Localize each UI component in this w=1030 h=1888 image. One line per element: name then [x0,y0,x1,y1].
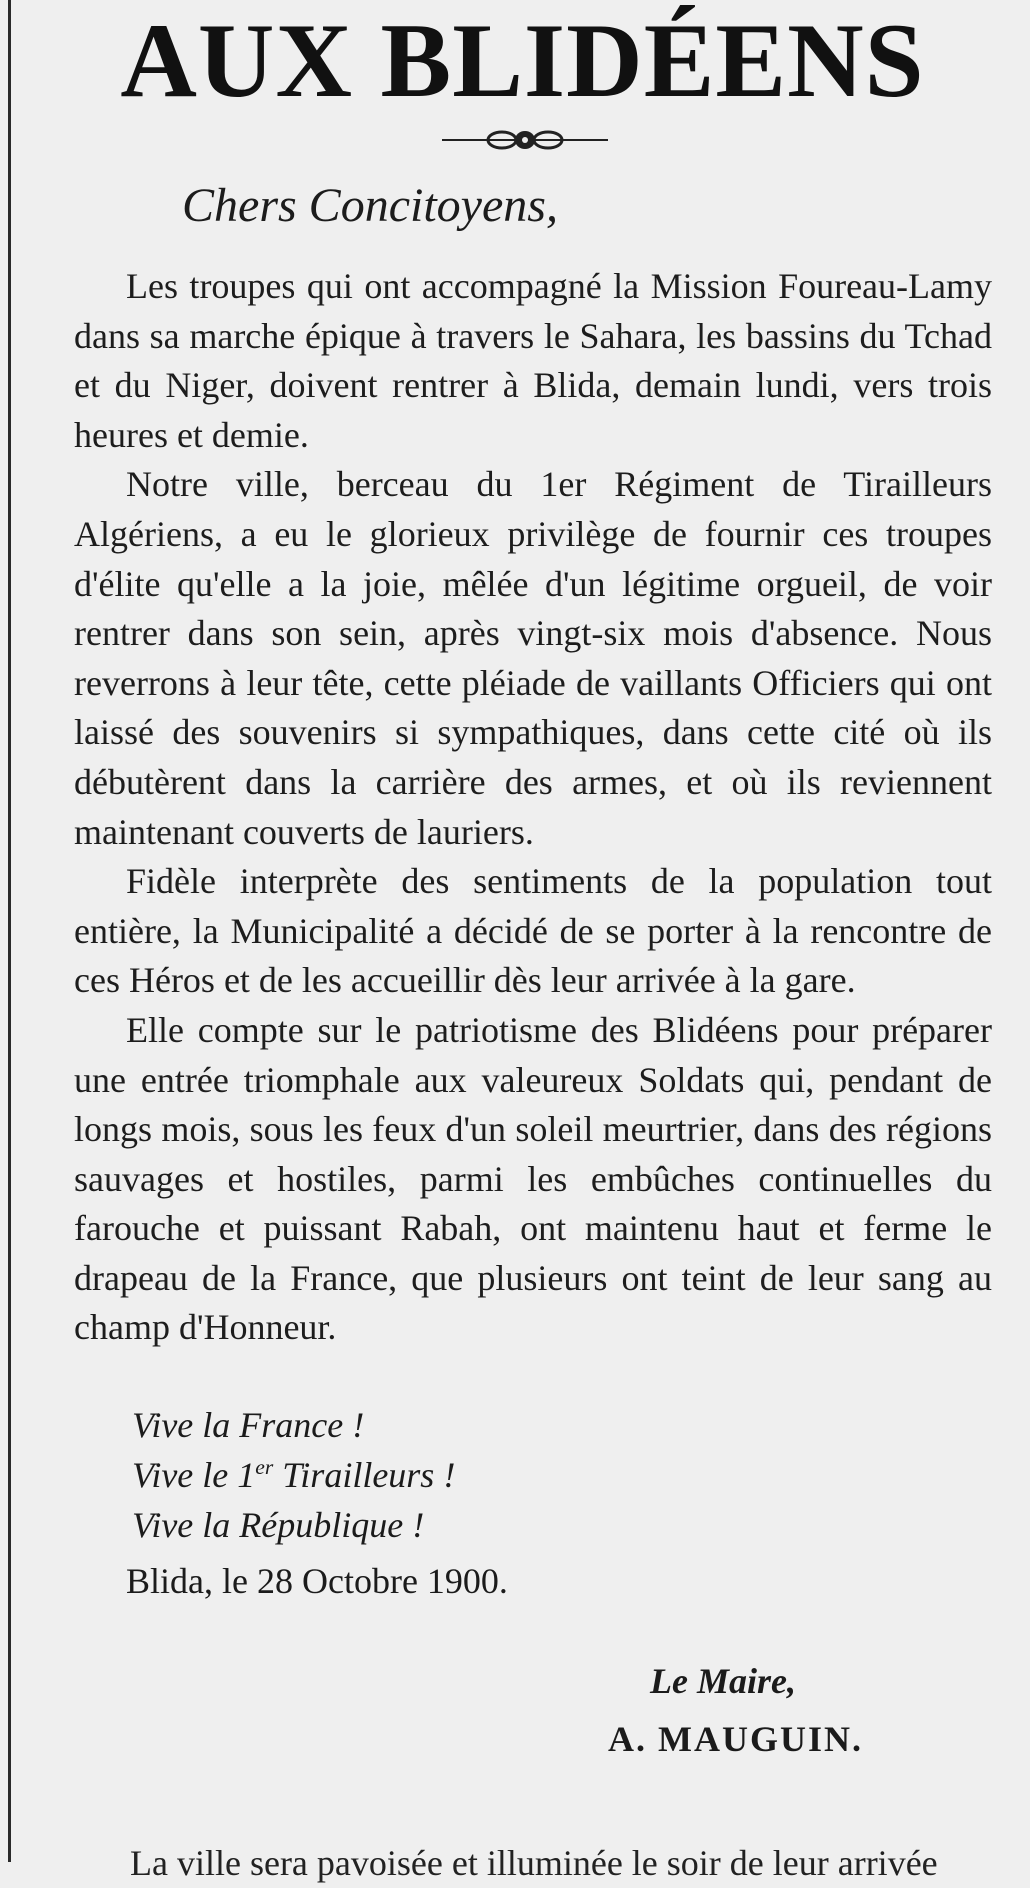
cheer-france: Vive la France ! [132,1405,365,1445]
cheer-tirailleurs [132,1450,455,1500]
signature: A. MAUGUIN. [608,1719,863,1759]
newspaper-column [60,0,992,1883]
paragraph-3: Fidèle interprète des sentiments de la population tout entière, la Municipalité a décidé de se porter à la rencontre de ces Héros et de les accueillir dès leur arrivée à la gare. [74,861,992,1001]
paragraph-1: Les troupes qui ont accompagné la Mission Foureau-Lamy dans sa marche épique à travers le Sahara, les bassins du Tchad et du Niger, doivent rentrer à Blida, demain lundi, vers trois heures et demie. [74,266,992,455]
ornament-divider-icon [440,124,610,156]
headline: AUX BLIDÉENS [120,2,925,119]
next-column-fragment: La ville sera pavoisée et illuminée le soir de leur arrivée [130,1843,938,1883]
cheer-tirailleurs-prefix: Vive le 1 [132,1455,256,1495]
paragraph-2: Notre ville, berceau du 1er Régiment de Tirailleurs Algériens, a eu le glorieux privilège de fournir ces troupes d'élite qu'elle a la joie, mêlée d'un légitime orgueil, de voir rentrer dans son sein, après vingt-six mois d'absence. Nous reverrons à leur tête, cette pléiade de vaillants Officiers qui ont laissé des souvenirs si sympathiques, dans cette cité où ils débutèrent dans la carrière des armes, et où ils reviennent maintenant couverts de lauriers. [74,464,992,852]
article-body [74,262,992,1353]
cheer-tirailleurs-suffix: Tirailleurs ! [273,1455,456,1495]
salutation: Chers Concitoyens, [182,179,558,232]
column-rule [8,0,11,1862]
ordinal-sup: er [255,1455,274,1479]
cheers-block [132,1400,455,1550]
paragraph-4: Elle compte sur le patriotisme des Blidéens pour préparer une entrée triomphale aux valeureux Soldats qui, pendant de longs mois, sous les feux d'un soleil meurtrier, dans des régions sauvages et hostiles, parmi les embûches continuelles du farouche et puissant Rabah, ont maintenu haut et ferme le drapeau de la France, que plusieurs ont teint de leur sang au champ d'Honneur. [74,1009,992,1348]
dateline: Blida, le 28 Octobre 1900. [126,1561,508,1601]
signoff-title: Le Maire, [650,1661,796,1701]
cheer-republique: Vive la République ! [132,1505,425,1545]
